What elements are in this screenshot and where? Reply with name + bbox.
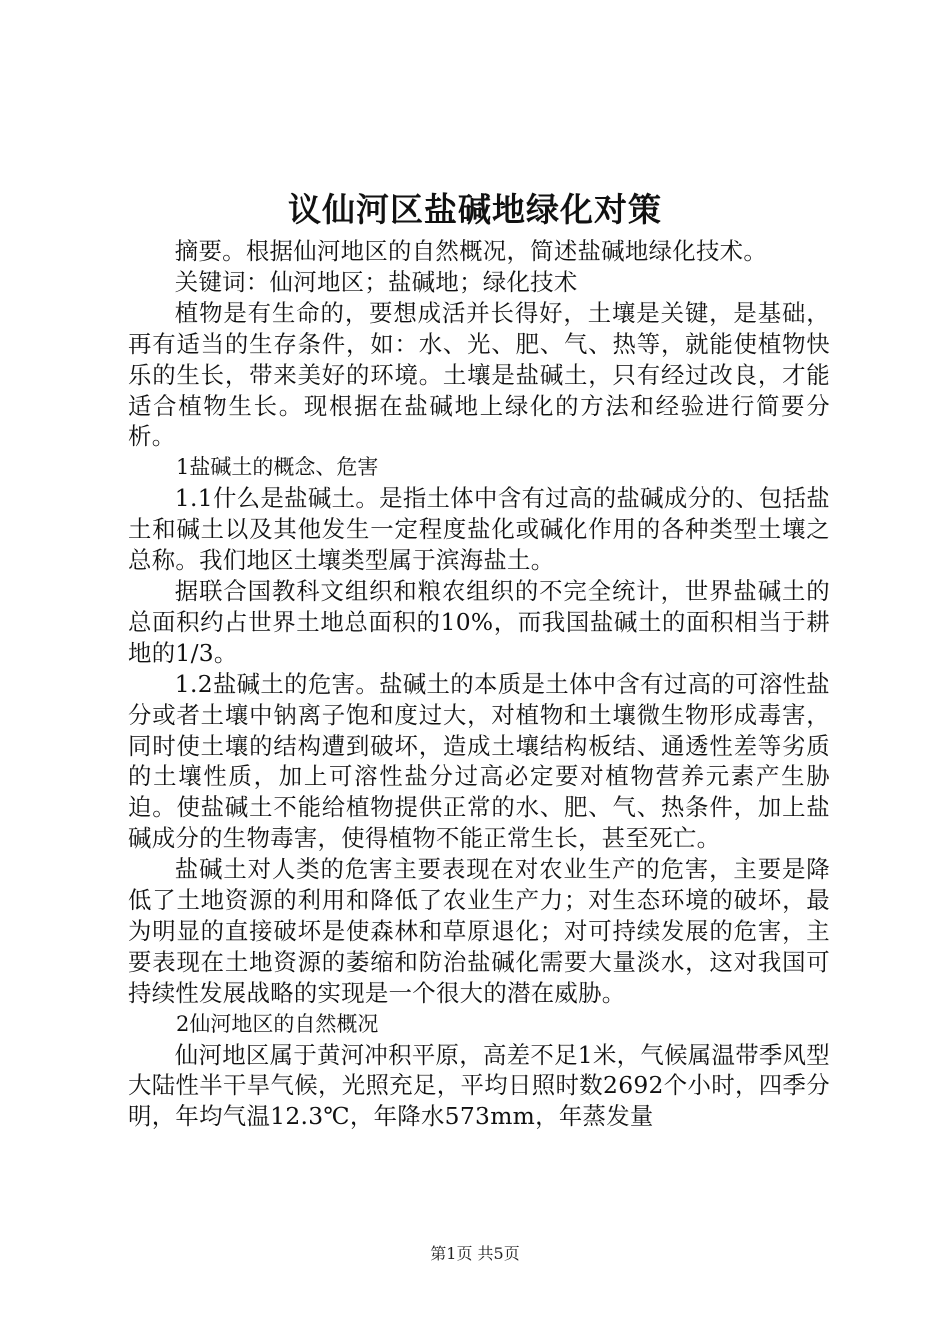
statistics-paragraph: 据联合国教科文组织和粮农组织的不完全统计，世界盐碱土的总面积约占世界土地总面积的10%，而我国盐碱土的面积相当于耕地的1/3。 xyxy=(128,576,830,667)
document-body xyxy=(128,236,830,1132)
keywords-paragraph: 关键词：仙河地区；盐碱地；绿化技术 xyxy=(174,267,578,296)
page-footer: 第1页 共5页 xyxy=(430,1244,520,1263)
abstract-paragraph: 摘要。根据仙河地区的自然概况，简述盐碱地绿化技术。 xyxy=(174,237,768,265)
section-heading-2: 2仙河地区的自然概况 xyxy=(176,1011,379,1036)
intro-paragraph: 植物是有生命的，要想成活并长得好，土壤是关键，是基础，再有适当的生存条件，如：水、光、肥、气、热等，就能使植物快乐的生长，带来美好的环境。土壤是盐碱土，只有经过改良，才能适合植物生长。现根据在盐碱地上绿化的方法和经验进行简要分析。 xyxy=(128,298,830,451)
section-1-2-paragraph: 1.2盐碱土的危害。盐碱土的本质是土体中含有过高的可溶性盐分或者土壤中钠离子饱和度过大，对植物和土壤微生物形成毒害，同时使土壤的结构遭到破坏，造成土壤结构板结、通透性差等劣质的土壤性质，加上可溶性盐分过高必定要对植物营养元素产生胁迫。使盐碱土不能给植物提供正常的水、肥、气、热条件，加上盐碱成分的生物毒害，使得植物不能正常生长，甚至死亡。 xyxy=(128,669,830,853)
section-heading-1: 1盐碱土的概念、危害 xyxy=(176,455,379,480)
section-1-1-paragraph: 1.1什么是盐碱土。是指土体中含有过高的盐碱成分的、包括盐土和碱土以及其他发生一定程度盐化或碱化作用的各种类型土壤之总称。我们地区土壤类型属于滨海盐土。 xyxy=(128,484,830,575)
document-title: 议仙河区盐碱地绿化对策 xyxy=(288,190,662,229)
harm-paragraph: 盐碱土对人类的危害主要表现在对农业生产的危害，主要是降低了土地资源的利用和降低了农业生产力；对生态环境的破坏，最为明显的直接破坏是使森林和草原退化；对可持续发展的危害，主要表现在土地资源的萎缩和防治盐碱化需要大量淡水，这对我国可持续性发展战略的实现是一个很大的潜在威胁。 xyxy=(128,855,830,1007)
section-2-paragraph: 仙河地区属于黄河冲积平原，高差不足1米，气候属温带季风型大陆性半干旱气候，光照充足，平均日照时数2692个小时，四季分明，年均气温12.3℃，年降水573mm，年蒸发量 xyxy=(128,1040,830,1131)
